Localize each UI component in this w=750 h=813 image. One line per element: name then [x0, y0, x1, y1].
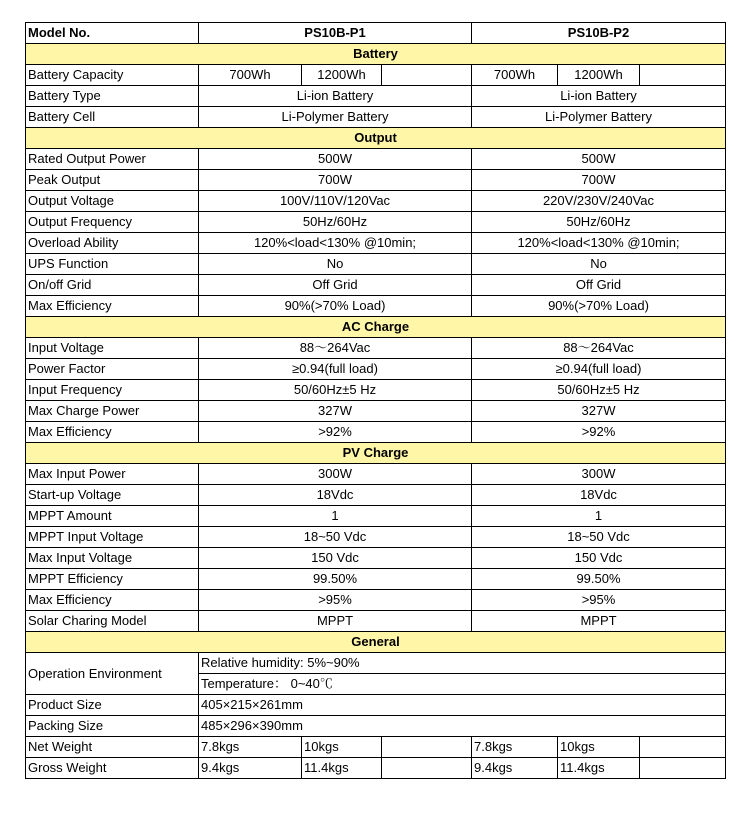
row-label: MPPT Efficiency [26, 569, 199, 590]
cell: 11.4kgs [558, 758, 640, 779]
row-label: Net Weight [26, 737, 199, 758]
cell: 405×215×261mm [199, 695, 726, 716]
cell: 9.4kgs [472, 758, 558, 779]
table-row [26, 401, 726, 422]
cell: 50/60Hz±5 Hz [199, 380, 472, 401]
row-label: Start-up Voltage [26, 485, 199, 506]
cell: 99.50% [199, 569, 472, 590]
cell: 50Hz/60Hz [472, 212, 726, 233]
row-label: Product Size [26, 695, 199, 716]
cell: Li-ion Battery [472, 86, 726, 107]
cell: 1 [199, 506, 472, 527]
cell: >95% [472, 590, 726, 611]
cell: 700Wh [472, 65, 558, 86]
table-row [26, 653, 726, 674]
cell: Relative humidity: 5%~90% [199, 653, 726, 674]
cell: 150 Vdc [199, 548, 472, 569]
cell: 90%(>70% Load) [472, 296, 726, 317]
cell: 327W [472, 401, 726, 422]
cell: Off Grid [199, 275, 472, 296]
table-row [26, 506, 726, 527]
header-row [26, 23, 726, 44]
section-battery [26, 44, 726, 65]
table-row [26, 359, 726, 380]
table-row [26, 737, 726, 758]
section-title: Battery [26, 44, 726, 65]
row-label: Max Charge Power [26, 401, 199, 422]
table-row [26, 212, 726, 233]
table-row [26, 422, 726, 443]
table-row [26, 191, 726, 212]
row-label: Operation Environment [26, 653, 199, 695]
row-label: Battery Type [26, 86, 199, 107]
table-row [26, 275, 726, 296]
cell: 1 [472, 506, 726, 527]
cell [382, 737, 472, 758]
row-label: Overload Ability [26, 233, 199, 254]
cell: >92% [199, 422, 472, 443]
cell: 700Wh [199, 65, 302, 86]
cell: 300W [472, 464, 726, 485]
row-label: Output Frequency [26, 212, 199, 233]
cell: 18~50 Vdc [199, 527, 472, 548]
cell [640, 65, 726, 86]
cell: 1200Wh [558, 65, 640, 86]
cell: 18Vdc [199, 485, 472, 506]
cell: 18~50 Vdc [472, 527, 726, 548]
cell: 10kgs [302, 737, 382, 758]
cell: Temperature： 0~40℃ [199, 674, 726, 695]
cell: Li-ion Battery [199, 86, 472, 107]
section-general [26, 632, 726, 653]
section-title: PV Charge [26, 443, 726, 464]
spec-table [25, 22, 726, 779]
row-label: Packing Size [26, 716, 199, 737]
section-ac-charge [26, 317, 726, 338]
cell: No [472, 254, 726, 275]
row-label: Rated Output Power [26, 149, 199, 170]
cell: 18Vdc [472, 485, 726, 506]
cell: 88～264Vac [472, 338, 726, 359]
table-row [26, 296, 726, 317]
cell: 99.50% [472, 569, 726, 590]
cell: Off Grid [472, 275, 726, 296]
cell: 700W [199, 170, 472, 191]
table-row [26, 569, 726, 590]
cell: 100V/110V/120Vac [199, 191, 472, 212]
table-row [26, 716, 726, 737]
cell: 300W [199, 464, 472, 485]
row-label: MPPT Input Voltage [26, 527, 199, 548]
section-title: Output [26, 128, 726, 149]
cell: 11.4kgs [302, 758, 382, 779]
cell [382, 65, 472, 86]
cell: >92% [472, 422, 726, 443]
table-row [26, 485, 726, 506]
table-row [26, 758, 726, 779]
cell: 120%<load<130% @10min; [472, 233, 726, 254]
cell: Li-Polymer Battery [472, 107, 726, 128]
row-label: Output Voltage [26, 191, 199, 212]
cell: MPPT [472, 611, 726, 632]
table-row [26, 65, 726, 86]
row-label: Max Input Voltage [26, 548, 199, 569]
cell: 220V/230V/240Vac [472, 191, 726, 212]
table-row [26, 527, 726, 548]
table-row [26, 548, 726, 569]
cell: MPPT [199, 611, 472, 632]
section-output [26, 128, 726, 149]
table-row [26, 590, 726, 611]
cell: 90%(>70% Load) [199, 296, 472, 317]
cell: 327W [199, 401, 472, 422]
row-label: Input Voltage [26, 338, 199, 359]
cell: 1200Wh [302, 65, 382, 86]
table-row [26, 338, 726, 359]
cell: 150 Vdc [472, 548, 726, 569]
cell: ≥0.94(full load) [199, 359, 472, 380]
cell: 10kgs [558, 737, 640, 758]
row-label: Battery Capacity [26, 65, 199, 86]
cell: Li-Polymer Battery [199, 107, 472, 128]
row-label: Gross Weight [26, 758, 199, 779]
cell: 7.8kgs [199, 737, 302, 758]
section-pv-charge [26, 443, 726, 464]
table-row [26, 380, 726, 401]
row-label: MPPT Amount [26, 506, 199, 527]
cell [640, 758, 726, 779]
row-label: Max Input Power [26, 464, 199, 485]
cell: 120%<load<130% @10min; [199, 233, 472, 254]
model-p1: PS10B-P1 [199, 23, 472, 44]
cell: 7.8kgs [472, 737, 558, 758]
row-label: Max Efficiency [26, 422, 199, 443]
cell: ≥0.94(full load) [472, 359, 726, 380]
row-label: Solar Charing Model [26, 611, 199, 632]
row-label: Max Efficiency [26, 590, 199, 611]
row-label: Peak Output [26, 170, 199, 191]
table-row [26, 695, 726, 716]
table-row [26, 170, 726, 191]
cell: 50/60Hz±5 Hz [472, 380, 726, 401]
table-row [26, 233, 726, 254]
table-row [26, 611, 726, 632]
model-p2: PS10B-P2 [472, 23, 726, 44]
cell: No [199, 254, 472, 275]
cell: >95% [199, 590, 472, 611]
cell: 500W [472, 149, 726, 170]
table-row [26, 107, 726, 128]
row-label: Input Frequency [26, 380, 199, 401]
cell: 700W [472, 170, 726, 191]
row-label: On/off Grid [26, 275, 199, 296]
cell: 9.4kgs [199, 758, 302, 779]
cell: 50Hz/60Hz [199, 212, 472, 233]
section-title: AC Charge [26, 317, 726, 338]
section-title: General [26, 632, 726, 653]
model-label: Model No. [26, 23, 199, 44]
row-label: UPS Function [26, 254, 199, 275]
table-row [26, 86, 726, 107]
table-row [26, 254, 726, 275]
table-row [26, 464, 726, 485]
cell: 485×296×390mm [199, 716, 726, 737]
row-label: Max Efficiency [26, 296, 199, 317]
row-label: Battery Cell [26, 107, 199, 128]
cell [640, 737, 726, 758]
cell: 500W [199, 149, 472, 170]
row-label: Power Factor [26, 359, 199, 380]
cell: 88～264Vac [199, 338, 472, 359]
table-row [26, 149, 726, 170]
cell [382, 758, 472, 779]
